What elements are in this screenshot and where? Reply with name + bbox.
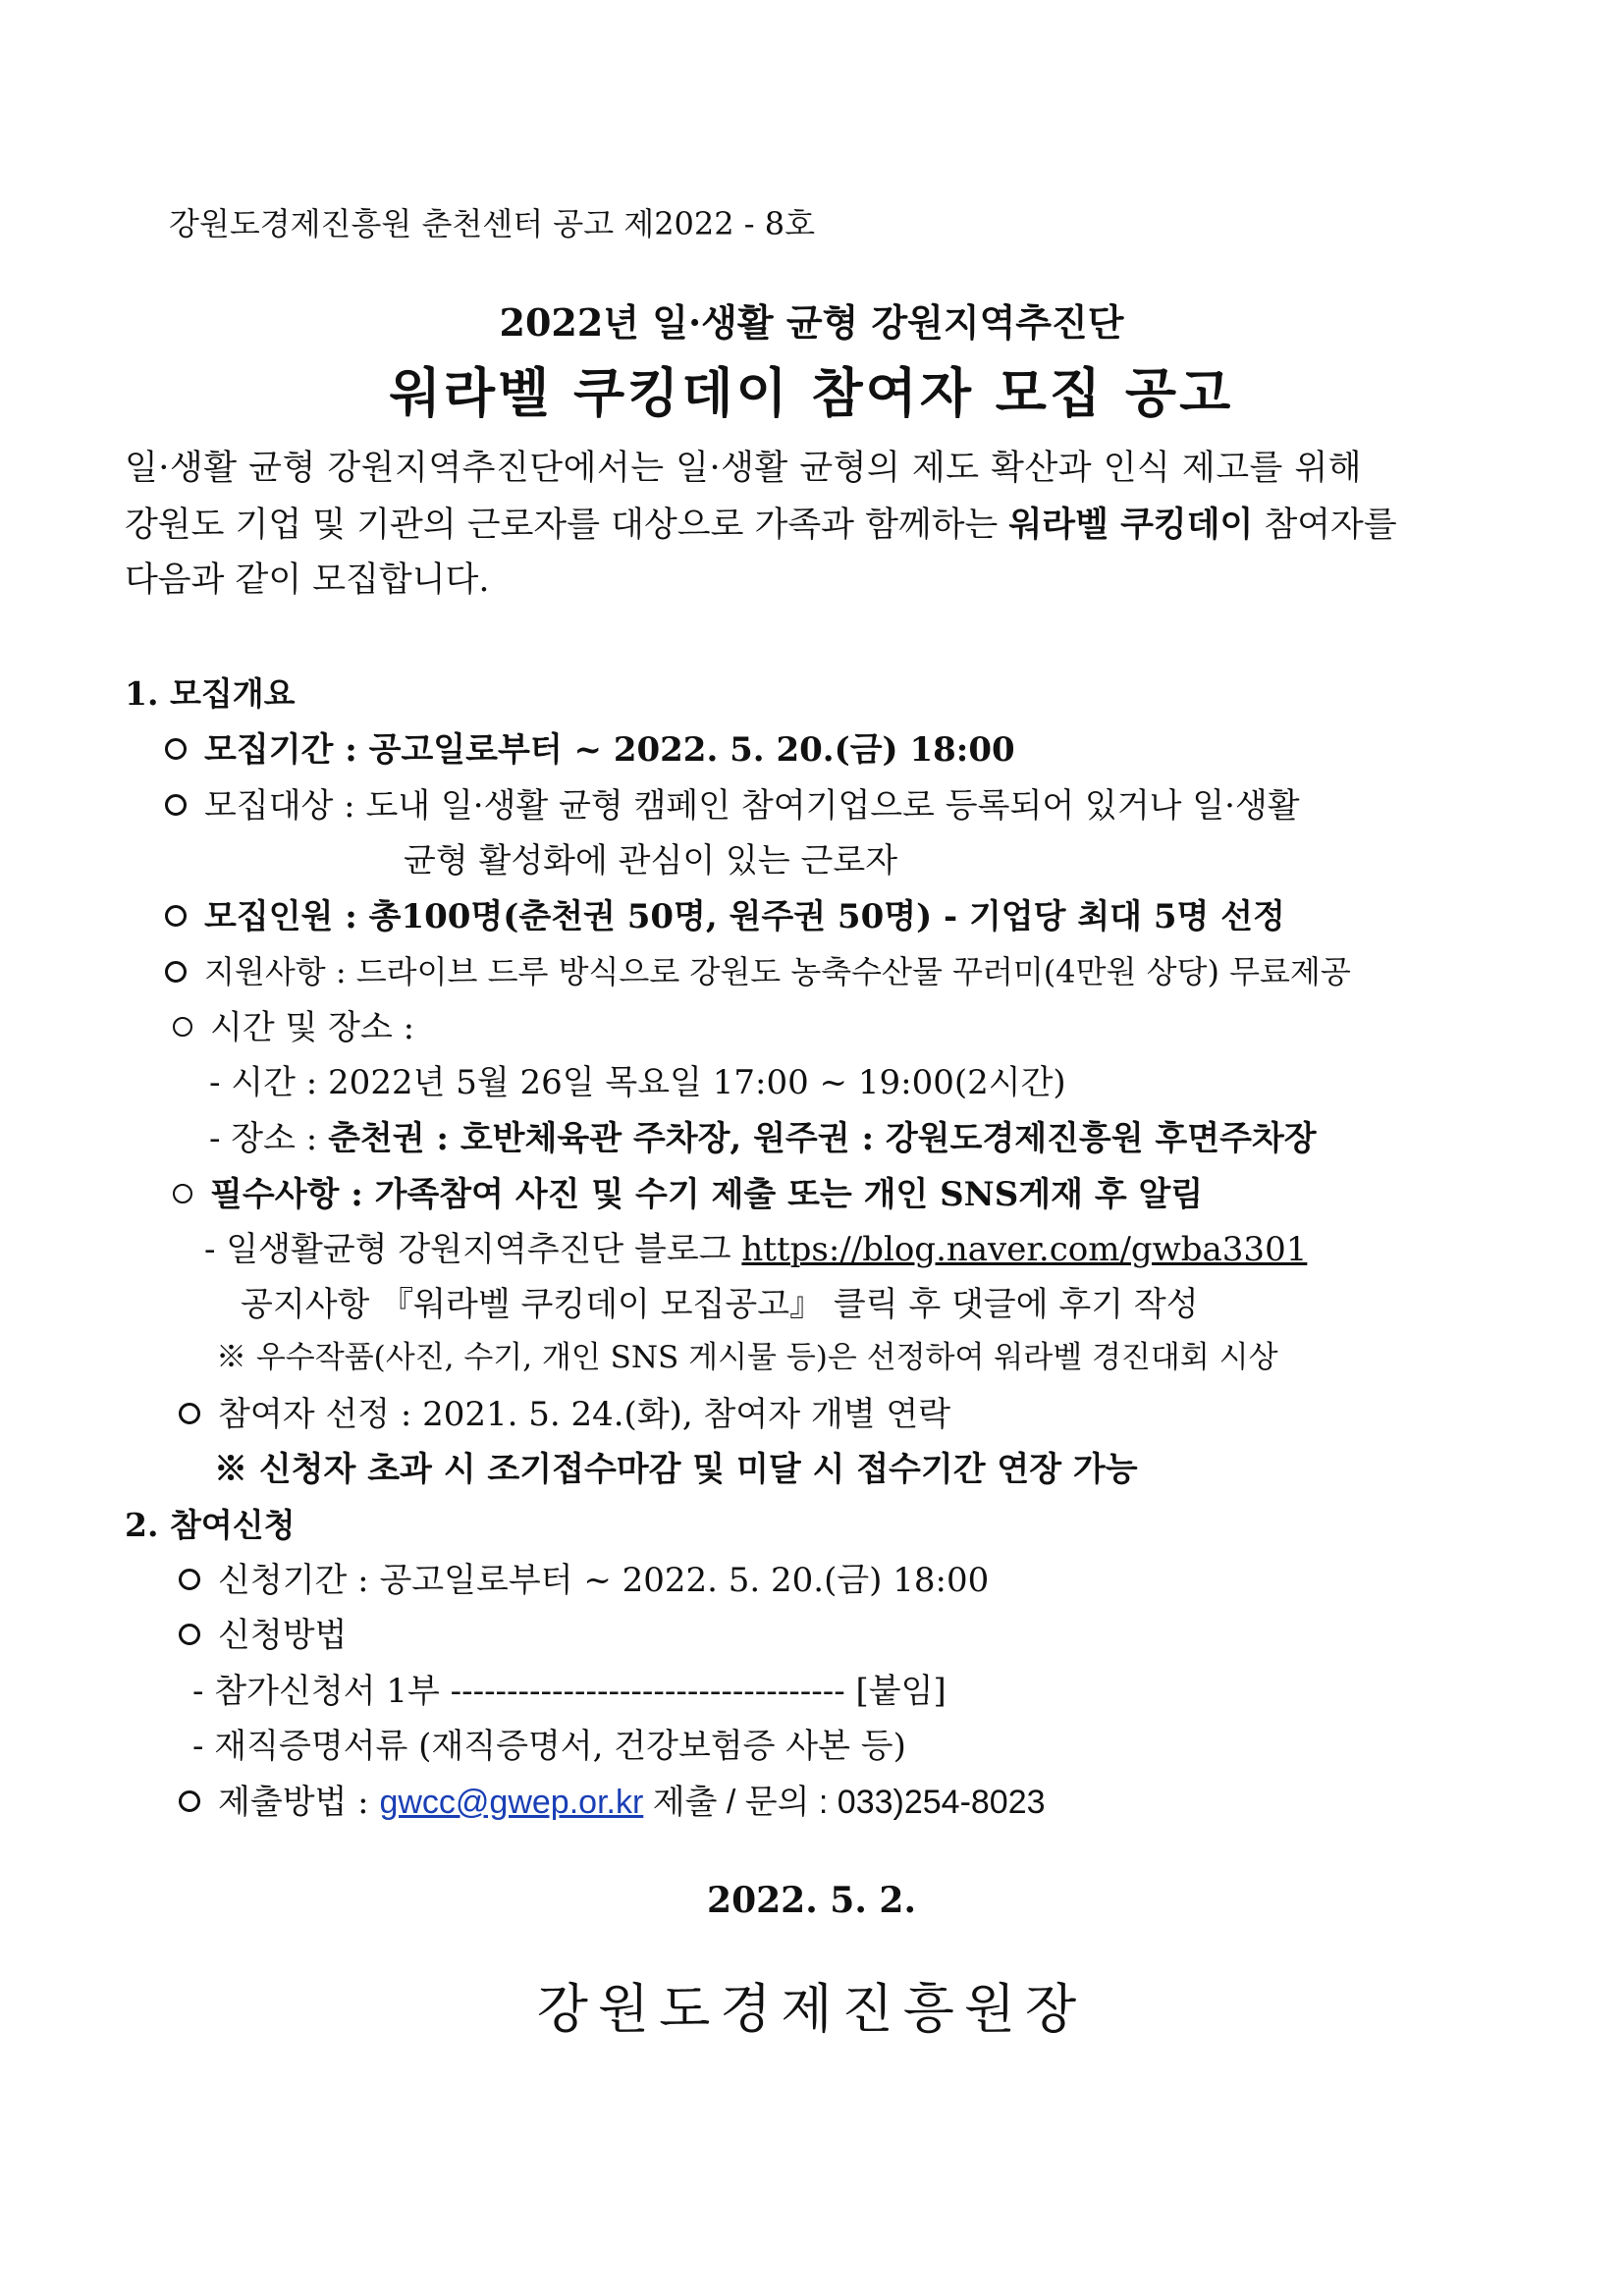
circle-bullet-icon <box>165 905 187 927</box>
apply-method-text: 신청방법 <box>218 1616 348 1655</box>
circle-bullet-icon <box>179 1624 200 1645</box>
issue-date: 2022. 5. 2. <box>707 1880 916 1921</box>
notice-number: 강원도경제진흥원 춘천센터 공고 제2022 - 8호 <box>169 205 816 242</box>
intro-line-3: 다음과 같이 모집합니다. <box>125 561 490 600</box>
circle-bullet-icon <box>179 1403 200 1424</box>
apply-method <box>179 1616 348 1655</box>
event-place-value: 춘천권 : 호반체육관 주차장, 원주권 : 강원도경제진흥원 후면주차장 <box>328 1119 1317 1158</box>
intro-line-2-end: 참여자를 <box>1253 506 1397 545</box>
recruit-target-cont: 균형 활성화에 관심이 있는 근로자 <box>404 841 898 881</box>
support-details-text: 지원사항 : 드라이브 드루 방식으로 강원도 농축수산물 꾸러미(4만원 상당) 무료제공 <box>204 953 1351 990</box>
participant-selection <box>179 1395 951 1434</box>
participant-selection-text: 참여자 선정 : 2021. 5. 24.(화), 참여자 개별 연락 <box>218 1395 951 1434</box>
intro-line-2-text: 강원도 기업 및 기관의 근로자를 대상으로 가족과 함께하는 <box>125 506 1009 545</box>
submit-contact: 제출 / 문의 : 033)254-8023 <box>643 1784 1046 1821</box>
email-link[interactable]: gwcc@gwep.or.kr <box>379 1784 644 1821</box>
circle-bullet-icon <box>179 1790 200 1812</box>
recruit-headcount <box>165 897 1285 936</box>
circle-bullet-icon <box>173 1017 192 1037</box>
blog-label: - 일생활균형 강원지역추진단 블로그 <box>204 1230 742 1269</box>
circle-bullet-icon <box>165 794 187 816</box>
issuer-name: 강원도경제진흥원장 <box>536 1978 1087 2040</box>
intro-line-1: 일·생활 균형 강원지역추진단에서는 일·생활 균형의 제도 확산과 인식 제고를 위해 <box>125 449 1363 488</box>
doc-employment-proof: - 재직증명서류 (재직증명서, 건강보험증 사본 등) <box>192 1727 906 1766</box>
submit-method <box>179 1783 1046 1822</box>
event-name: 워라벨 쿠킹데이 <box>1008 505 1254 545</box>
required-items-text: 필수사항 : 가족참여 사진 및 수기 제출 또는 개인 SNS게재 후 알림 <box>210 1175 1204 1214</box>
support-details <box>165 953 1351 990</box>
event-time: - 시간 : 2022년 5월 26일 목요일 17:00 ~ 19:00(2시간) <box>209 1063 1066 1102</box>
time-place <box>173 1008 415 1047</box>
apply-period <box>179 1561 990 1600</box>
required-items <box>173 1175 1204 1214</box>
event-place <box>209 1119 1317 1158</box>
recruit-period-text: 모집기간 : 공고일로부터 ~ 2022. 5. 20.(금) 18:00 <box>204 730 1015 770</box>
blog-line <box>204 1230 1308 1269</box>
doc-application-form: - 참가신청서 1부 ----------------------------------- [붙임] <box>192 1672 947 1711</box>
section-1-heading: 1. 모집개요 <box>125 674 296 713</box>
blog-link[interactable]: https://blog.naver.com/gwba3301 <box>741 1230 1308 1269</box>
blog-note: 공지사항 『워라벨 쿠킹데이 모집공고』 클릭 후 댓글에 후기 작성 <box>241 1285 1199 1324</box>
event-place-label: - 장소 : <box>209 1119 329 1158</box>
page-title: 워라벨 쿠킹데이 참여자 모집 공고 <box>389 361 1234 424</box>
submit-method-label: 제출방법 : <box>218 1783 380 1822</box>
apply-period-text: 신청기간 : 공고일로부터 ~ 2022. 5. 20.(금) 18:00 <box>218 1561 990 1600</box>
recruit-target-text: 모집대상 : 도내 일·생활 균형 캠페인 참여기업으로 등록되어 있거나 일·생활 <box>204 786 1300 826</box>
early-close-note: ※ 신청자 초과 시 조기접수마감 및 미달 시 접수기간 연장 가능 <box>214 1450 1138 1489</box>
section-2-heading: 2. 참여신청 <box>125 1506 296 1544</box>
recruit-target <box>165 786 1300 826</box>
circle-bullet-icon <box>165 961 187 983</box>
time-place-text: 시간 및 장소 : <box>210 1008 415 1047</box>
circle-bullet-icon <box>173 1184 192 1203</box>
circle-bullet-icon <box>165 738 187 760</box>
recruit-headcount-text: 모집인원 : 총100명(춘천권 50명, 원주권 50명) - 기업당 최대 5명 선정 <box>204 897 1285 936</box>
title-line-1: 2022년 일·생활 균형 강원지역추진단 <box>499 300 1124 345</box>
recruit-period <box>165 730 1015 770</box>
award-note: ※ 우수작품(사진, 수기, 개인 SNS 게시물 등)은 선정하여 워라벨 경진대회 시상 <box>216 1340 1278 1375</box>
intro-line-2 <box>125 507 1397 543</box>
circle-bullet-icon <box>179 1569 200 1590</box>
